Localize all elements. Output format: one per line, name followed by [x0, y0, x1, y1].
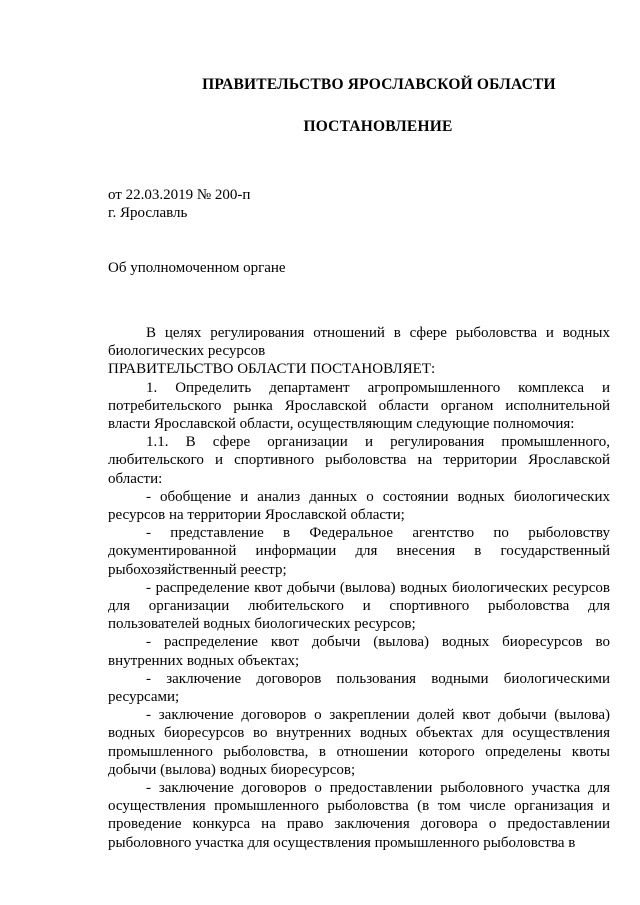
document-date-number: от 22.03.2019 № 200-п [108, 187, 251, 203]
list-item: - распределение квот добычи (вылова) водных биологических ресурсов для организации любительского и спортивного рыболовства для пользователей водных биологических ресурсов; [108, 579, 610, 633]
list-item: - заключение договоров о предоставлении рыболовного участка для осуществления промышленного рыболовства (в том числе организация и проведение конкурса на право заключения договора о предоставлении рыболовного участка для осуществления промышленного рыболовства в [108, 780, 610, 851]
list-item: - заключение договоров о закреплении долей квот добычи (вылова) водных биоресурсов во внутренних водных объектах для осуществления промышленного рыболовства, в отношении которого определены квоты добычи (вылова) водных биоресурсов; [108, 707, 610, 778]
document-type-title: ПОСТАНОВЛЕНИЕ [303, 118, 453, 135]
list-item: - заключение договоров пользования водными биологическими ресурсами; [108, 670, 610, 706]
clause-1-1: 1.1. В сфере организации и регулирования промышленного, любительского и спортивного рыболовства на территории Ярославской области: [108, 434, 610, 487]
list-item: - распределение квот добычи (вылова) водных биоресурсов во внутренних водных объектах; [108, 634, 610, 669]
preamble-paragraph: В целях регулирования отношений в сфере рыболовства и водных биологических ресурсов [108, 325, 610, 360]
document-subject: Об уполномоченном органе [108, 260, 286, 276]
resolution-formula: ПРАВИТЕЛЬСТВО ОБЛАСТИ ПОСТАНОВЛЯЕТ: [108, 361, 436, 378]
clause-1: 1. Определить департамент агропромышленного комплекса и потребительского рынка Ярославской области органом исполнительной власти Ярославской области, осуществляющим следующие полномочия: [108, 379, 610, 433]
list-item: - представление в Федеральное агентство по рыболовству документированной информации для внесения в государственный рыбохозяйственный реестр; [108, 525, 610, 578]
list-item: - обобщение и анализ данных о состоянии водных биологических ресурсов на территории Ярославской области; [108, 488, 610, 524]
government-title: ПРАВИТЕЛЬСТВО ЯРОСЛАВСКОЙ ОБЛАСТИ [202, 76, 556, 93]
document-body [108, 324, 610, 852]
document-city: г. Ярославль [108, 205, 188, 221]
